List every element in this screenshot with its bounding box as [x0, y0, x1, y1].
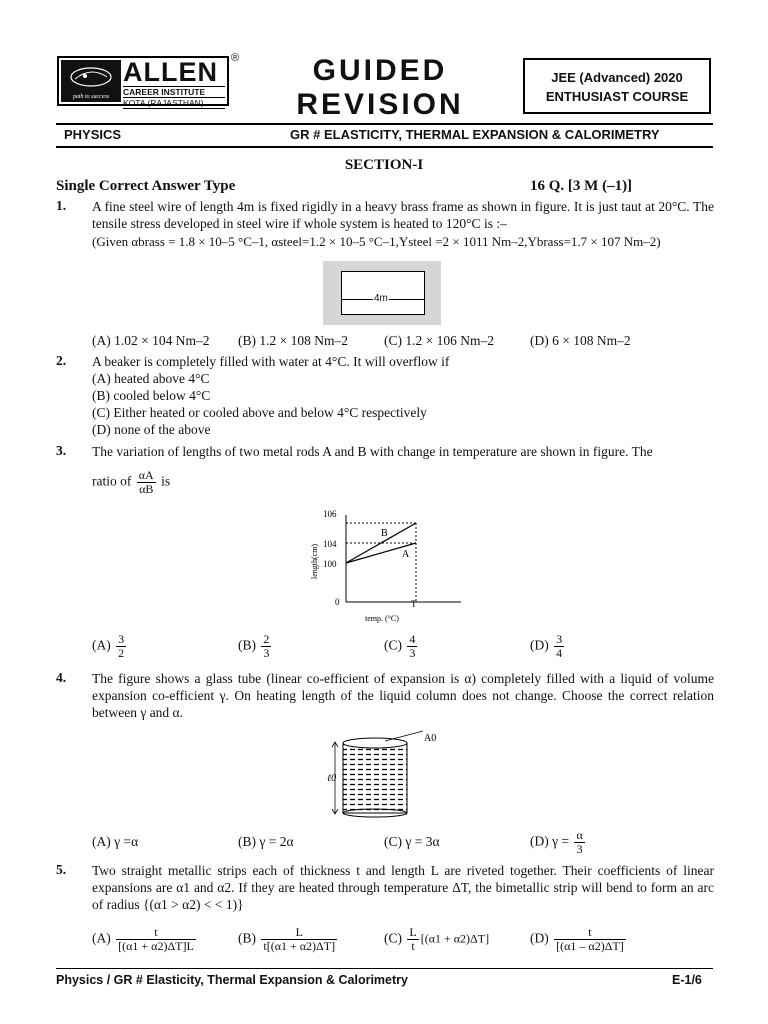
- q1-figure-label: 4m: [374, 293, 388, 304]
- title-line1: GUIDED: [312, 54, 448, 87]
- q5-option-c-label: (C): [384, 930, 402, 946]
- q5-option-d: [530, 926, 628, 953]
- q5-option-b-num: L: [261, 926, 337, 940]
- q4-figure: [325, 727, 445, 819]
- q1-option-b: (B) 1.2 × 108 Nm–2: [238, 333, 348, 348]
- q4-text: The figure shows a glass tube (linear co-efficient of expansion is α) completely filled with a liquid of volume expansion co-efficient γ. On heating length of the liquid column does not change. Choose the correct relation between γ and α.: [92, 671, 714, 720]
- q1-text: A fine steel wire of length 4m is fixed rigidly in a heavy brass frame as shown in figure. It is just taut at 20°C. The tensile stress developed in steel wire if whole system is heated to 120°C is :–: [92, 199, 714, 231]
- q3-option-d-den: 4: [556, 646, 563, 660]
- q4-option-d-den: 3: [576, 842, 583, 856]
- q1-number: 1.: [56, 198, 67, 213]
- section-type: Single Correct Answer Type: [56, 178, 236, 194]
- q4-number: 4.: [56, 670, 67, 685]
- q3-graph: [305, 505, 465, 627]
- q3-option-d: [530, 633, 566, 660]
- q3-ratio-den: αB: [139, 482, 154, 496]
- q3-ratio-prefix: ratio of: [92, 473, 132, 489]
- q3-ratio: [92, 469, 170, 496]
- q2-text: A beaker is completely filled with water at 4°C. It will overflow if: [92, 354, 450, 369]
- q5-option-c-tail: [(α1 + α2)ΔT]: [420, 931, 490, 946]
- q3-option-c: [384, 633, 419, 660]
- q5-text: Two straight metallic strips each of thickness t and length L are riveted together. Their coefficients of linear expansions are α1 and α2. If they are heated through temperature ΔT, the bimetallic strip will bend to form an arc of radius {(α1 > α2) < < 1)}: [92, 863, 714, 912]
- header-rule-bottom: [56, 146, 713, 148]
- q2-option-a: (A) heated above 4°C: [92, 371, 210, 386]
- q3-option-b: [238, 633, 273, 660]
- allen-logo: [57, 56, 229, 106]
- footer-page: E-1/6: [672, 973, 702, 987]
- q3-option-d-label: (D): [530, 637, 549, 653]
- q4-option-d: [530, 829, 587, 856]
- course-line1: JEE (Advanced) 2020: [551, 70, 683, 85]
- q3-option-b-num: 2: [263, 632, 270, 646]
- q5-option-d-label: (D): [530, 930, 549, 946]
- q5-option-c-den: t: [411, 939, 415, 953]
- subject-label: PHYSICS: [64, 127, 122, 142]
- header-rule-top: [56, 123, 713, 125]
- q3-option-a-num: 3: [118, 632, 125, 646]
- q5-option-b: [238, 926, 339, 953]
- q3-option-a-den: 2: [118, 646, 125, 660]
- q5-option-a-num: t: [116, 926, 196, 940]
- logo-city: KOTA (RAJASTHAN): [123, 97, 225, 109]
- q1-option-c: (C) 1.2 × 106 Nm–2: [384, 333, 494, 348]
- q3-tick-104: 104: [323, 539, 337, 549]
- q3-ratio-fraction: [137, 469, 156, 496]
- q3-option-c-label: (C): [384, 637, 402, 653]
- q3-option-a: [92, 633, 128, 660]
- q5-option-d-num: t: [554, 926, 626, 940]
- q4-option-d-label: (D) γ =: [530, 833, 570, 849]
- q2-option-c: (C) Either heated or cooled above and below 4°C respectively: [92, 405, 427, 420]
- q5-number: 5.: [56, 862, 67, 877]
- q2-number: 2.: [56, 353, 67, 368]
- q5-option-c-num: L: [409, 925, 417, 939]
- q4-option-c: (C) γ = 3α: [384, 834, 440, 849]
- q3-option-a-label: (A): [92, 637, 111, 653]
- q4-option-d-num: α: [576, 828, 583, 842]
- logo-institute: CAREER INSTITUTE: [123, 86, 225, 97]
- q4-label-length: ℓ0: [327, 773, 337, 784]
- q3-tick-0: 0: [335, 597, 340, 607]
- topic-label: GR # ELASTICITY, THERMAL EXPANSION & CALORIMETRY: [290, 127, 660, 142]
- q3-option-c-den: 3: [409, 646, 416, 660]
- q4-option-a: (A) γ =α: [92, 834, 139, 849]
- title-line2: REVISION: [296, 88, 464, 121]
- footer-left: Physics / GR # Elasticity, Thermal Expansion & Calorimetry: [56, 973, 408, 987]
- q3-tick-106: 106: [323, 509, 337, 519]
- q2-option-b: (B) cooled below 4°C: [92, 388, 211, 403]
- q1-option-d: (D) 6 × 108 Nm–2: [530, 333, 631, 348]
- section-title: SECTION-I: [344, 157, 424, 173]
- q3-ratio-num: αA: [138, 468, 154, 482]
- q3-tick-t: T: [411, 599, 417, 609]
- q5-option-b-den: t[(α1 + α2)ΔT]: [263, 939, 336, 953]
- q5-option-a: [92, 926, 198, 953]
- q1-figure: [323, 261, 441, 325]
- logo-emblem-icon: [61, 60, 121, 102]
- q3-option-b-den: 3: [263, 646, 270, 660]
- q5-option-a-label: (A): [92, 930, 111, 946]
- q3-number: 3.: [56, 443, 67, 458]
- q5-option-b-label: (B): [238, 930, 256, 946]
- logo-brand: ALLEN: [123, 57, 218, 87]
- registered-mark: ®: [231, 52, 240, 64]
- q5-option-d-den: [(α1 – α2)ΔT]: [556, 939, 624, 953]
- q3-option-c-num: 4: [409, 632, 416, 646]
- footer-rule: [56, 968, 713, 969]
- q3-x-label: temp. (°C): [365, 614, 399, 623]
- q5-option-c: [384, 926, 489, 953]
- q3-label-a: A: [402, 549, 410, 560]
- q3-label-b: B: [381, 528, 388, 539]
- q3-ratio-suffix: is: [161, 473, 171, 489]
- svg-text:path to success: path to success: [72, 94, 110, 100]
- q1-given: (Given αbrass = 1.8 × 10–5 °C–1, αsteel=1.2 × 10–5 °C–1,Ysteel =2 × 1011 Nm–2,Ybrass=1.7 × 107 Nm–2): [92, 234, 661, 249]
- q3-tick-100: 100: [323, 559, 337, 569]
- section-marks: 16 Q. [3 M (–1)]: [530, 178, 633, 194]
- q3-option-d-num: 3: [556, 632, 563, 646]
- q3-y-label: length(cm): [310, 543, 319, 579]
- q3-option-b-label: (B): [238, 637, 256, 653]
- course-box: [523, 58, 711, 114]
- q2-option-d: (D) none of the above: [92, 422, 211, 437]
- q3-text: The variation of lengths of two metal rods A and B with change in temperature are shown in figure. The: [92, 444, 653, 459]
- course-line2: ENTHUSIAST COURSE: [545, 89, 689, 104]
- q4-label-area: A0: [424, 733, 437, 744]
- q4-option-b: (B) γ = 2α: [238, 834, 294, 849]
- q5-option-a-den: [(α1 + α2)ΔT]L: [118, 939, 194, 953]
- q1-option-a: (A) 1.02 × 104 Nm–2: [92, 333, 210, 348]
